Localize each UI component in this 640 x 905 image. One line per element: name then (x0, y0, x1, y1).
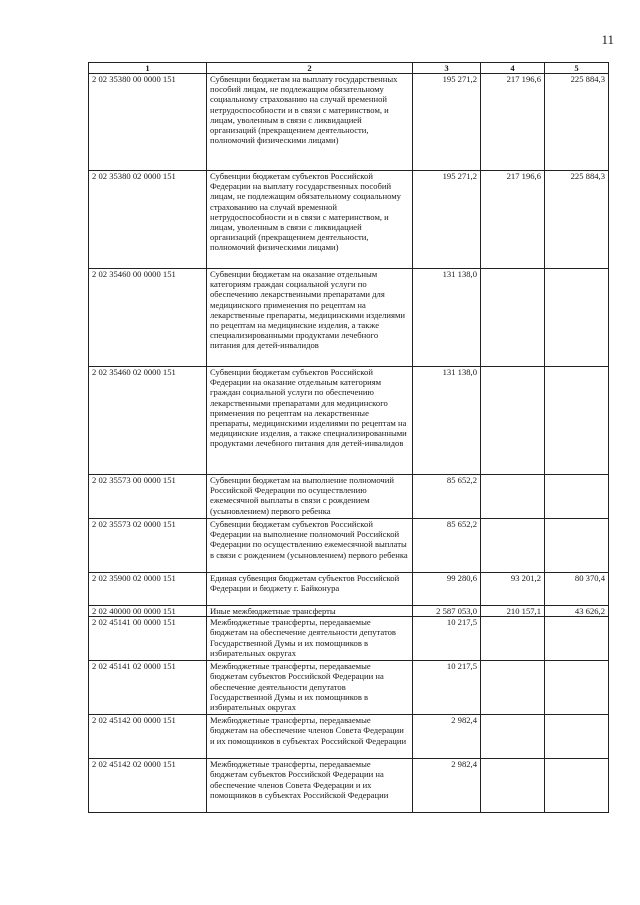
row-value-4 (481, 617, 545, 661)
row-value-3: 195 271,2 (413, 74, 481, 171)
row-value-5: 225 884,3 (545, 171, 609, 269)
table-row (89, 606, 609, 617)
row-name: Субвенции бюджетам субъектов Российской Федерации на оказание отдельным категориям граждан социальной услуги по обеспечению лекарственными препаратами для медицинского применения по рецептам на лекарственные препараты, медицинскими изделиями по рецептам на медицинские изделия, а также специализированными продуктами лечебного питания для детей-инвалидов (207, 367, 413, 475)
table-row (89, 519, 609, 573)
page-number: 11 (601, 32, 614, 47)
row-value-4 (481, 661, 545, 715)
row-value-5 (545, 715, 609, 759)
row-code: 2 02 45142 00 0000 151 (89, 715, 207, 759)
row-code: 2 02 35380 00 0000 151 (89, 74, 207, 171)
table-row (89, 715, 609, 759)
budget-table (88, 62, 609, 813)
row-name: Субвенции бюджетам на выполнение полномочий Российской Федерации по осуществлению ежемесячной выплаты в связи с рождением (усыновлением) первого ребенка (207, 475, 413, 519)
row-code: 2 02 45141 02 0000 151 (89, 661, 207, 715)
table-row (89, 171, 609, 269)
row-name: Межбюджетные трансферты, передаваемые бюджетам на обеспечение членов Совета Федерации и их помощников в субъектах Российской Федерации (207, 715, 413, 759)
column-header-3: 3 (413, 63, 481, 74)
table-row (89, 269, 609, 367)
table-row (89, 759, 609, 813)
row-value-3: 10 217,5 (413, 661, 481, 715)
row-value-5 (545, 367, 609, 475)
row-name: Межбюджетные трансферты, передаваемые бюджетам субъектов Российской Федерации на обеспечение деятельности депутатов Государственной Думы и их помощников в избирательных округах (207, 661, 413, 715)
table-row (89, 475, 609, 519)
row-value-4: 210 157,1 (481, 606, 545, 617)
row-name: Субвенции бюджетам субъектов Российской Федерации на выполнение полномочий Российской Федерации по осуществлению ежемесячной выплаты в связи с рождением (усыновлением) первого ребенка (207, 519, 413, 573)
table-row (89, 573, 609, 606)
table-row (89, 661, 609, 715)
row-name: Единая субвенция бюджетам субъектов Российской Федерации и бюджету г. Байконура (207, 573, 413, 606)
row-value-5: 43 626,2 (545, 606, 609, 617)
column-header-1: 1 (89, 63, 207, 74)
row-code: 2 02 35900 02 0000 151 (89, 573, 207, 606)
row-value-4: 217 196,6 (481, 171, 545, 269)
row-code: 2 02 45141 00 0000 151 (89, 617, 207, 661)
row-value-3: 99 280,6 (413, 573, 481, 606)
row-code: 2 02 40000 00 0000 151 (89, 606, 207, 617)
row-value-4 (481, 715, 545, 759)
column-header-4: 4 (481, 63, 545, 74)
row-value-5 (545, 475, 609, 519)
row-value-3: 85 652,2 (413, 475, 481, 519)
row-value-4: 93 201,2 (481, 573, 545, 606)
table-row (89, 367, 609, 475)
row-name: Субвенции бюджетам субъектов Российской Федерации на выплату государственных пособий лицам, не подлежащим обязательному социальному страхованию на случай временной нетрудоспособности и в связи с материнством, и лицам, уволенным в связи с ликвидацией организаций (прекращением деятельности, полномочий физическими лицами) (207, 171, 413, 269)
table-header-row (89, 63, 609, 74)
row-value-3: 10 217,5 (413, 617, 481, 661)
row-value-3: 195 271,2 (413, 171, 481, 269)
row-value-4: 217 196,6 (481, 74, 545, 171)
row-value-3: 2 982,4 (413, 759, 481, 813)
row-name: Субвенции бюджетам на оказание отдельным категориям граждан социальной услуги по обеспечению лекарственными препаратами для медицинского применения по рецептам на лекарственные препараты, медицинскими изделиями по рецептам на медицинские изделия, а также специализированными продуктами лечебного питания для детей-инвалидов (207, 269, 413, 367)
row-value-3: 2 982,4 (413, 715, 481, 759)
row-value-3: 2 587 053,0 (413, 606, 481, 617)
row-value-3: 131 138,0 (413, 269, 481, 367)
table-row (89, 74, 609, 171)
row-value-4 (481, 269, 545, 367)
row-value-4 (481, 759, 545, 813)
row-value-4 (481, 519, 545, 573)
row-code: 2 02 35460 02 0000 151 (89, 367, 207, 475)
row-value-3: 85 652,2 (413, 519, 481, 573)
row-code: 2 02 35460 00 0000 151 (89, 269, 207, 367)
row-value-3: 131 138,0 (413, 367, 481, 475)
row-value-5: 80 370,4 (545, 573, 609, 606)
row-code: 2 02 35573 00 0000 151 (89, 475, 207, 519)
row-name: Межбюджетные трансферты, передаваемые бюджетам субъектов Российской Федерации на обеспечение членов Совета Федерации и их помощников в субъектах Российской Федерации (207, 759, 413, 813)
row-value-4 (481, 475, 545, 519)
row-value-5 (545, 519, 609, 573)
row-value-5 (545, 269, 609, 367)
row-value-5 (545, 759, 609, 813)
row-name: Субвенции бюджетам на выплату государственных пособий лицам, не подлежащим обязательному социальному страхованию на случай временной нетрудоспособности и в связи с материнством, и лицам, уволенным в связи с ликвидацией организаций (прекращением деятельности, полномочий физическими лицами) (207, 74, 413, 171)
row-value-5: 225 884,3 (545, 74, 609, 171)
row-value-5 (545, 617, 609, 661)
row-name: Иные межбюджетные трансферты (207, 606, 413, 617)
row-value-5 (545, 661, 609, 715)
row-code: 2 02 45142 02 0000 151 (89, 759, 207, 813)
row-value-4 (481, 367, 545, 475)
row-code: 2 02 35573 02 0000 151 (89, 519, 207, 573)
table-row (89, 617, 609, 661)
column-header-2: 2 (207, 63, 413, 74)
column-header-5: 5 (545, 63, 609, 74)
row-name: Межбюджетные трансферты, передаваемые бюджетам на обеспечение деятельности депутатов Государственной Думы и их помощников в избирательных округах (207, 617, 413, 661)
row-code: 2 02 35380 02 0000 151 (89, 171, 207, 269)
